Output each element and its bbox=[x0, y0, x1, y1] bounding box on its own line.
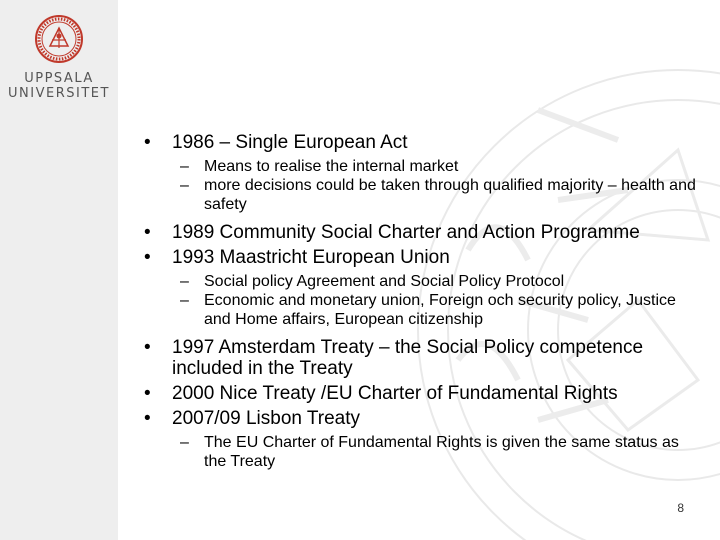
dash-symbol: – bbox=[180, 273, 189, 290]
university-seal-icon bbox=[34, 14, 84, 64]
sub-bullet bbox=[144, 433, 704, 471]
bullet-symbol: • bbox=[144, 383, 151, 404]
bullet-text: 2000 Nice Treaty /EU Charter of Fundamental Rights bbox=[172, 383, 618, 404]
dash-symbol: – bbox=[180, 434, 189, 451]
bullet-text: 1993 Maastricht European Union bbox=[172, 247, 450, 268]
sub-bullet-text: The EU Charter of Fundamental Rights is given the same status as the Treaty bbox=[204, 434, 679, 470]
bullet-text: 1989 Community Social Charter and Action Programme bbox=[172, 222, 640, 243]
logo-line-universitet: UNIVERSITET bbox=[8, 86, 110, 101]
slide-content bbox=[144, 132, 704, 479]
sub-bullet bbox=[144, 157, 704, 176]
bullet-1986 bbox=[144, 132, 704, 153]
bullet-1989 bbox=[144, 222, 704, 243]
sub-bullet-text: more decisions could be taken through qualified majority – health and safety bbox=[204, 177, 696, 213]
bullet-text: 1997 Amsterdam Treaty – the Social Policy competence included in the Treaty bbox=[172, 337, 644, 379]
bullet-symbol: • bbox=[144, 337, 151, 358]
sub-bullet bbox=[144, 291, 704, 329]
sub-bullet-text: Economic and monetary union, Foreign och security policy, Justice and Home affairs, European citizenship bbox=[204, 292, 676, 328]
bullet-1997 bbox=[144, 337, 704, 379]
bullet-text: 2007/09 Lisbon Treaty bbox=[172, 408, 361, 429]
bullet-symbol: • bbox=[144, 132, 151, 153]
bullet-text: 1986 – Single European Act bbox=[172, 132, 408, 153]
dash-symbol: – bbox=[180, 158, 189, 175]
bullet-symbol: • bbox=[144, 408, 151, 429]
sidebar bbox=[0, 0, 118, 540]
logo-line-uppsala: UPPSALA bbox=[24, 71, 94, 86]
bullet-symbol: • bbox=[144, 222, 151, 243]
bullet-2000 bbox=[144, 383, 704, 404]
sub-bullet-text: Means to realise the internal market bbox=[204, 158, 459, 175]
sub-bullet bbox=[144, 176, 704, 214]
bullet-1993 bbox=[144, 247, 704, 268]
sub-bullet bbox=[144, 272, 704, 291]
bullet-2007 bbox=[144, 408, 704, 429]
dash-symbol: – bbox=[180, 177, 189, 194]
bullet-symbol: • bbox=[144, 247, 151, 268]
dash-symbol: – bbox=[180, 292, 189, 309]
page-number: 8 bbox=[677, 501, 684, 515]
sub-bullet-text: Social policy Agreement and Social Policy Protocol bbox=[204, 273, 565, 290]
